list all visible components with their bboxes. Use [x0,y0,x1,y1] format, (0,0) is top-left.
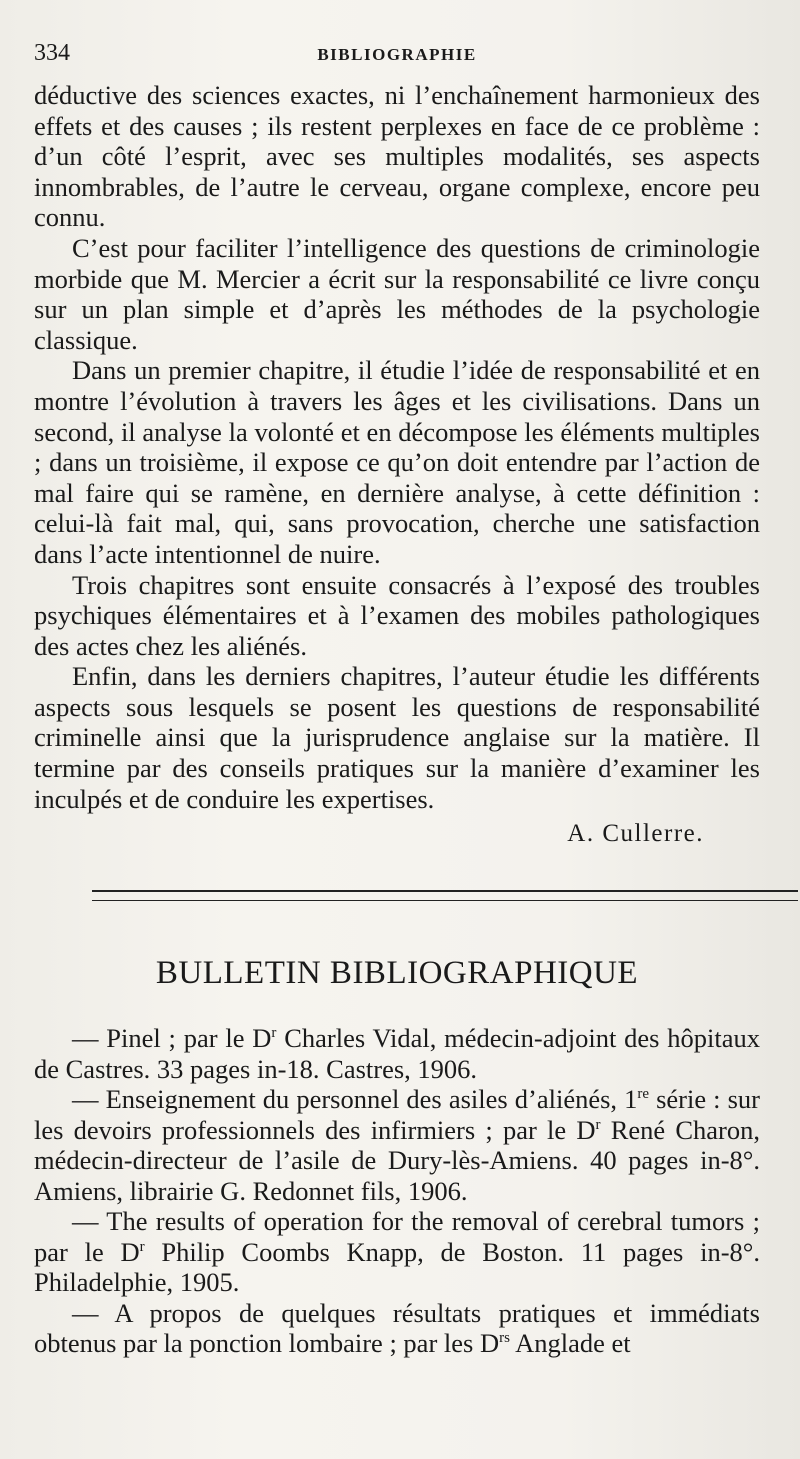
review-signature: A. Cullerre. [567,820,704,848]
bulletin-entry-3: — The results of operation for the removal of cerebral tumors ; par le $D^r$ Philip Coombs Knapp, de Boston. 11 pages in-8°. Philadelphie, 1905. [34,1206,760,1298]
review-paragraph-3: Dans un premier chapitre, il étudie l’idée de responsabilité et en montre l’évolution à travers les âges et les civilisations. Dans un second, il analyse la volonté et en décompose les éléments multiples ; dans un troisième, il expose ce qu’on doit entendre par l’action de mal faire qui se ramène, en dernière analyse, à cette définition : celui-là fait mal, qui, sans provocation, cherche une satisfaction dans l’acte intentionnel de nuire. [34,355,760,569]
bulletin-entry-4: — A propos de quelques résultats pratiques et immédiats obtenus par la ponction lombaire ; par les $D^{rs}$ Anglade et [34,1297,760,1359]
review-paragraph-2: C’est pour faciliter l’intelligence des questions de criminologie morbide que M. Mercier a écrit sur la responsabilité ce livre conçu sur un plan simple et d’après les méthodes de la psychologie classique. [34,232,760,355]
review-paragraph-1: déductive des sciences exactes, ni l’enchaînement harmonieux des effets et des causes ; ils restent perplexes en face de ce problème : d’un côté l’esprit, avec ses multiples modalités, ses aspects innombrables, de l’autre le cerveau, organe complexe, encore peu connu. [34,80,760,233]
bulletin-entries [34,1023,760,1359]
bulletin-entry-1: — Pinel ; par le $D^r$ Charles Vidal, médecin-adjoint des hôpitaux de Castres. 33 pages in-18. Castres, 1906. [34,1023,760,1084]
page-number: 334 [34,40,70,66]
section-divider [92,890,798,901]
review-paragraph-5: Enfin, dans les derniers chapitres, l’auteur étudie les différents aspects sous lesquels se posent les questions de responsabilité criminelle ainsi que la jurisprudence anglaise sur la matière. Il termine par des conseils pratiques sur la manière d’examiner les inculpés et de conduire les expertises. [34,661,760,814]
bulletin-entry-2: — Enseignement du personnel des asiles d’aliénés, 1re série : sur les devoirs professionnels des infirmiers ; par le $D^r$ René Charon, médecin-directeur de l’asile de Dury-lès-Amiens. 40 pages in-8°. Amiens, librairie G. Redonnet fils, 1906. [34,1084,760,1206]
review-text [34,80,760,850]
running-head [34,40,760,80]
running-title: BIBLIOGRAPHIE [317,45,477,64]
review-paragraph-4: Trois chapitres sont ensuite consacrés à l’exposé des troubles psychiques élémentaires et à l’examen des mobiles pathologiques des actes chez les aliénés. [34,569,760,661]
bulletin-title: BULLETIN BIBLIOGRAPHIQUE [155,955,639,992]
